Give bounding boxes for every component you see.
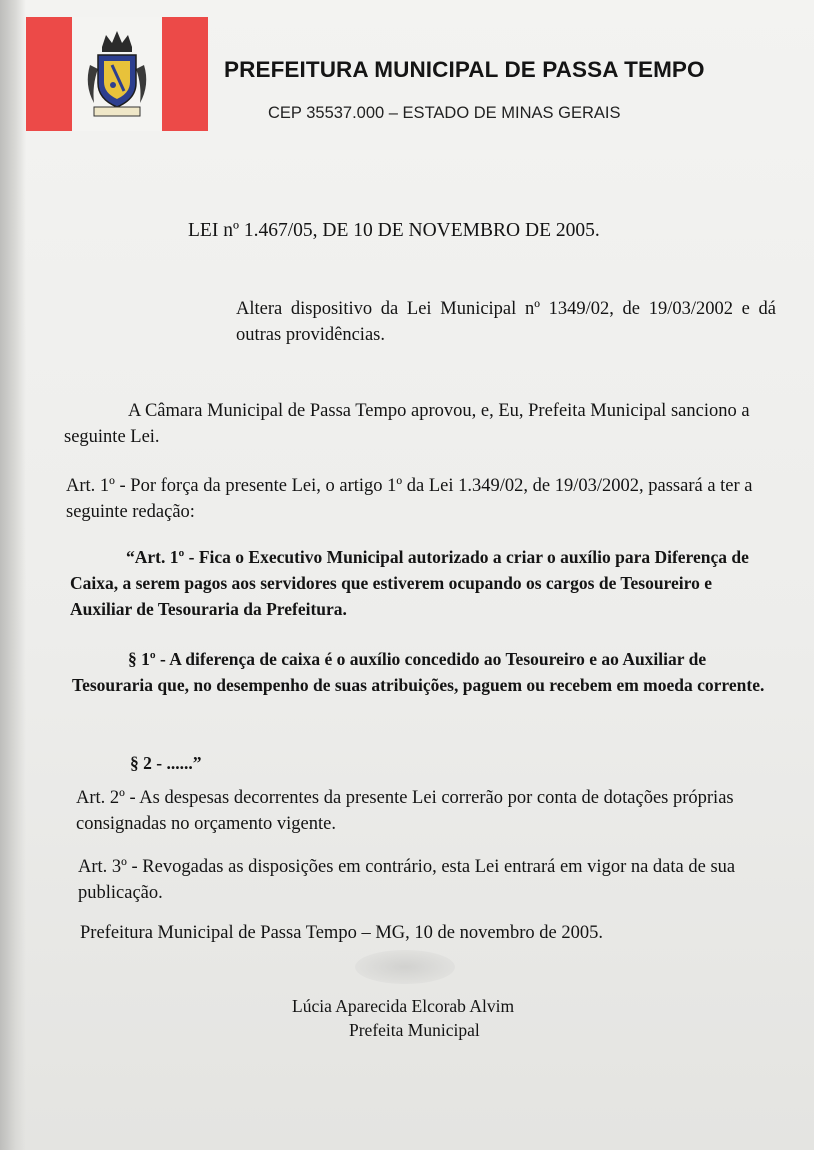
article-3: Art. 3º - Revogadas as disposições em contrário, esta Lei entrará em vigor na data de sua publicação. — [78, 857, 736, 903]
law-ementa: Altera dispositivo da Lei Municipal nº 1349/02, de 19/03/2002 e dá outras providências. — [236, 299, 776, 345]
page-edge-shadow — [0, 0, 26, 1150]
article-2: Art. 2º - As despesas decorrentes da presente Lei correrão por conta de dotações próprias consignadas no orçamento vigente. — [76, 788, 734, 834]
header-subtitle: CEP 35537.000 – ESTADO DE MINAS GERAIS — [268, 104, 621, 122]
paragraph-1 — [72, 646, 766, 698]
paragraph-1-text: § 1º - A diferença de caixa é o auxílio concedido ao Tesoureiro e ao Auxiliar de Tesouraria que, no desempenho de suas atribuições, paguem ou recebem em moeda corrente. — [72, 649, 765, 695]
coat-of-arms-icon — [82, 25, 152, 121]
article-1: Art. 1º - Por força da presente Lei, o artigo 1º da Lei 1.349/02, de 19/03/2002, passará a ter a seguinte redação: — [66, 476, 753, 522]
law-title: LEI nº 1.467/05, DE 10 DE NOVEMBRO DE 2005. — [188, 220, 600, 241]
redacted-signature — [355, 950, 455, 984]
paragraph-2: § 2 - ......” — [130, 753, 202, 773]
closing-date-line: Prefeitura Municipal de Passa Tempo – MG, 10 de novembro de 2005. — [80, 923, 603, 943]
header-title: PREFEITURA MUNICIPAL DE PASSA TEMPO — [224, 57, 705, 82]
signer-name: Lúcia Aparecida Elcorab Alvim — [292, 996, 515, 1016]
preamble-text: A Câmara Municipal de Passa Tempo aprovou, e, Eu, Prefeita Municipal sanciono a seguinte Lei. — [64, 401, 750, 447]
quoted-article-1-text: “Art. 1º - Fica o Executivo Municipal autorizado a criar o auxílio para Diferença de Caixa, a serem pagos aos servidores que estiverem ocupando os cargos de Tesoureiro e Auxiliar de Tesouraria da Prefeitura. — [70, 547, 749, 619]
flag-white-center — [72, 17, 162, 131]
preamble — [64, 398, 774, 450]
quoted-article-1 — [70, 544, 770, 622]
signer-role: Prefeita Municipal — [349, 1020, 480, 1040]
flag-red-stripe-left — [26, 17, 72, 131]
flag-red-stripe-right — [162, 17, 208, 131]
municipal-flag — [26, 17, 208, 131]
